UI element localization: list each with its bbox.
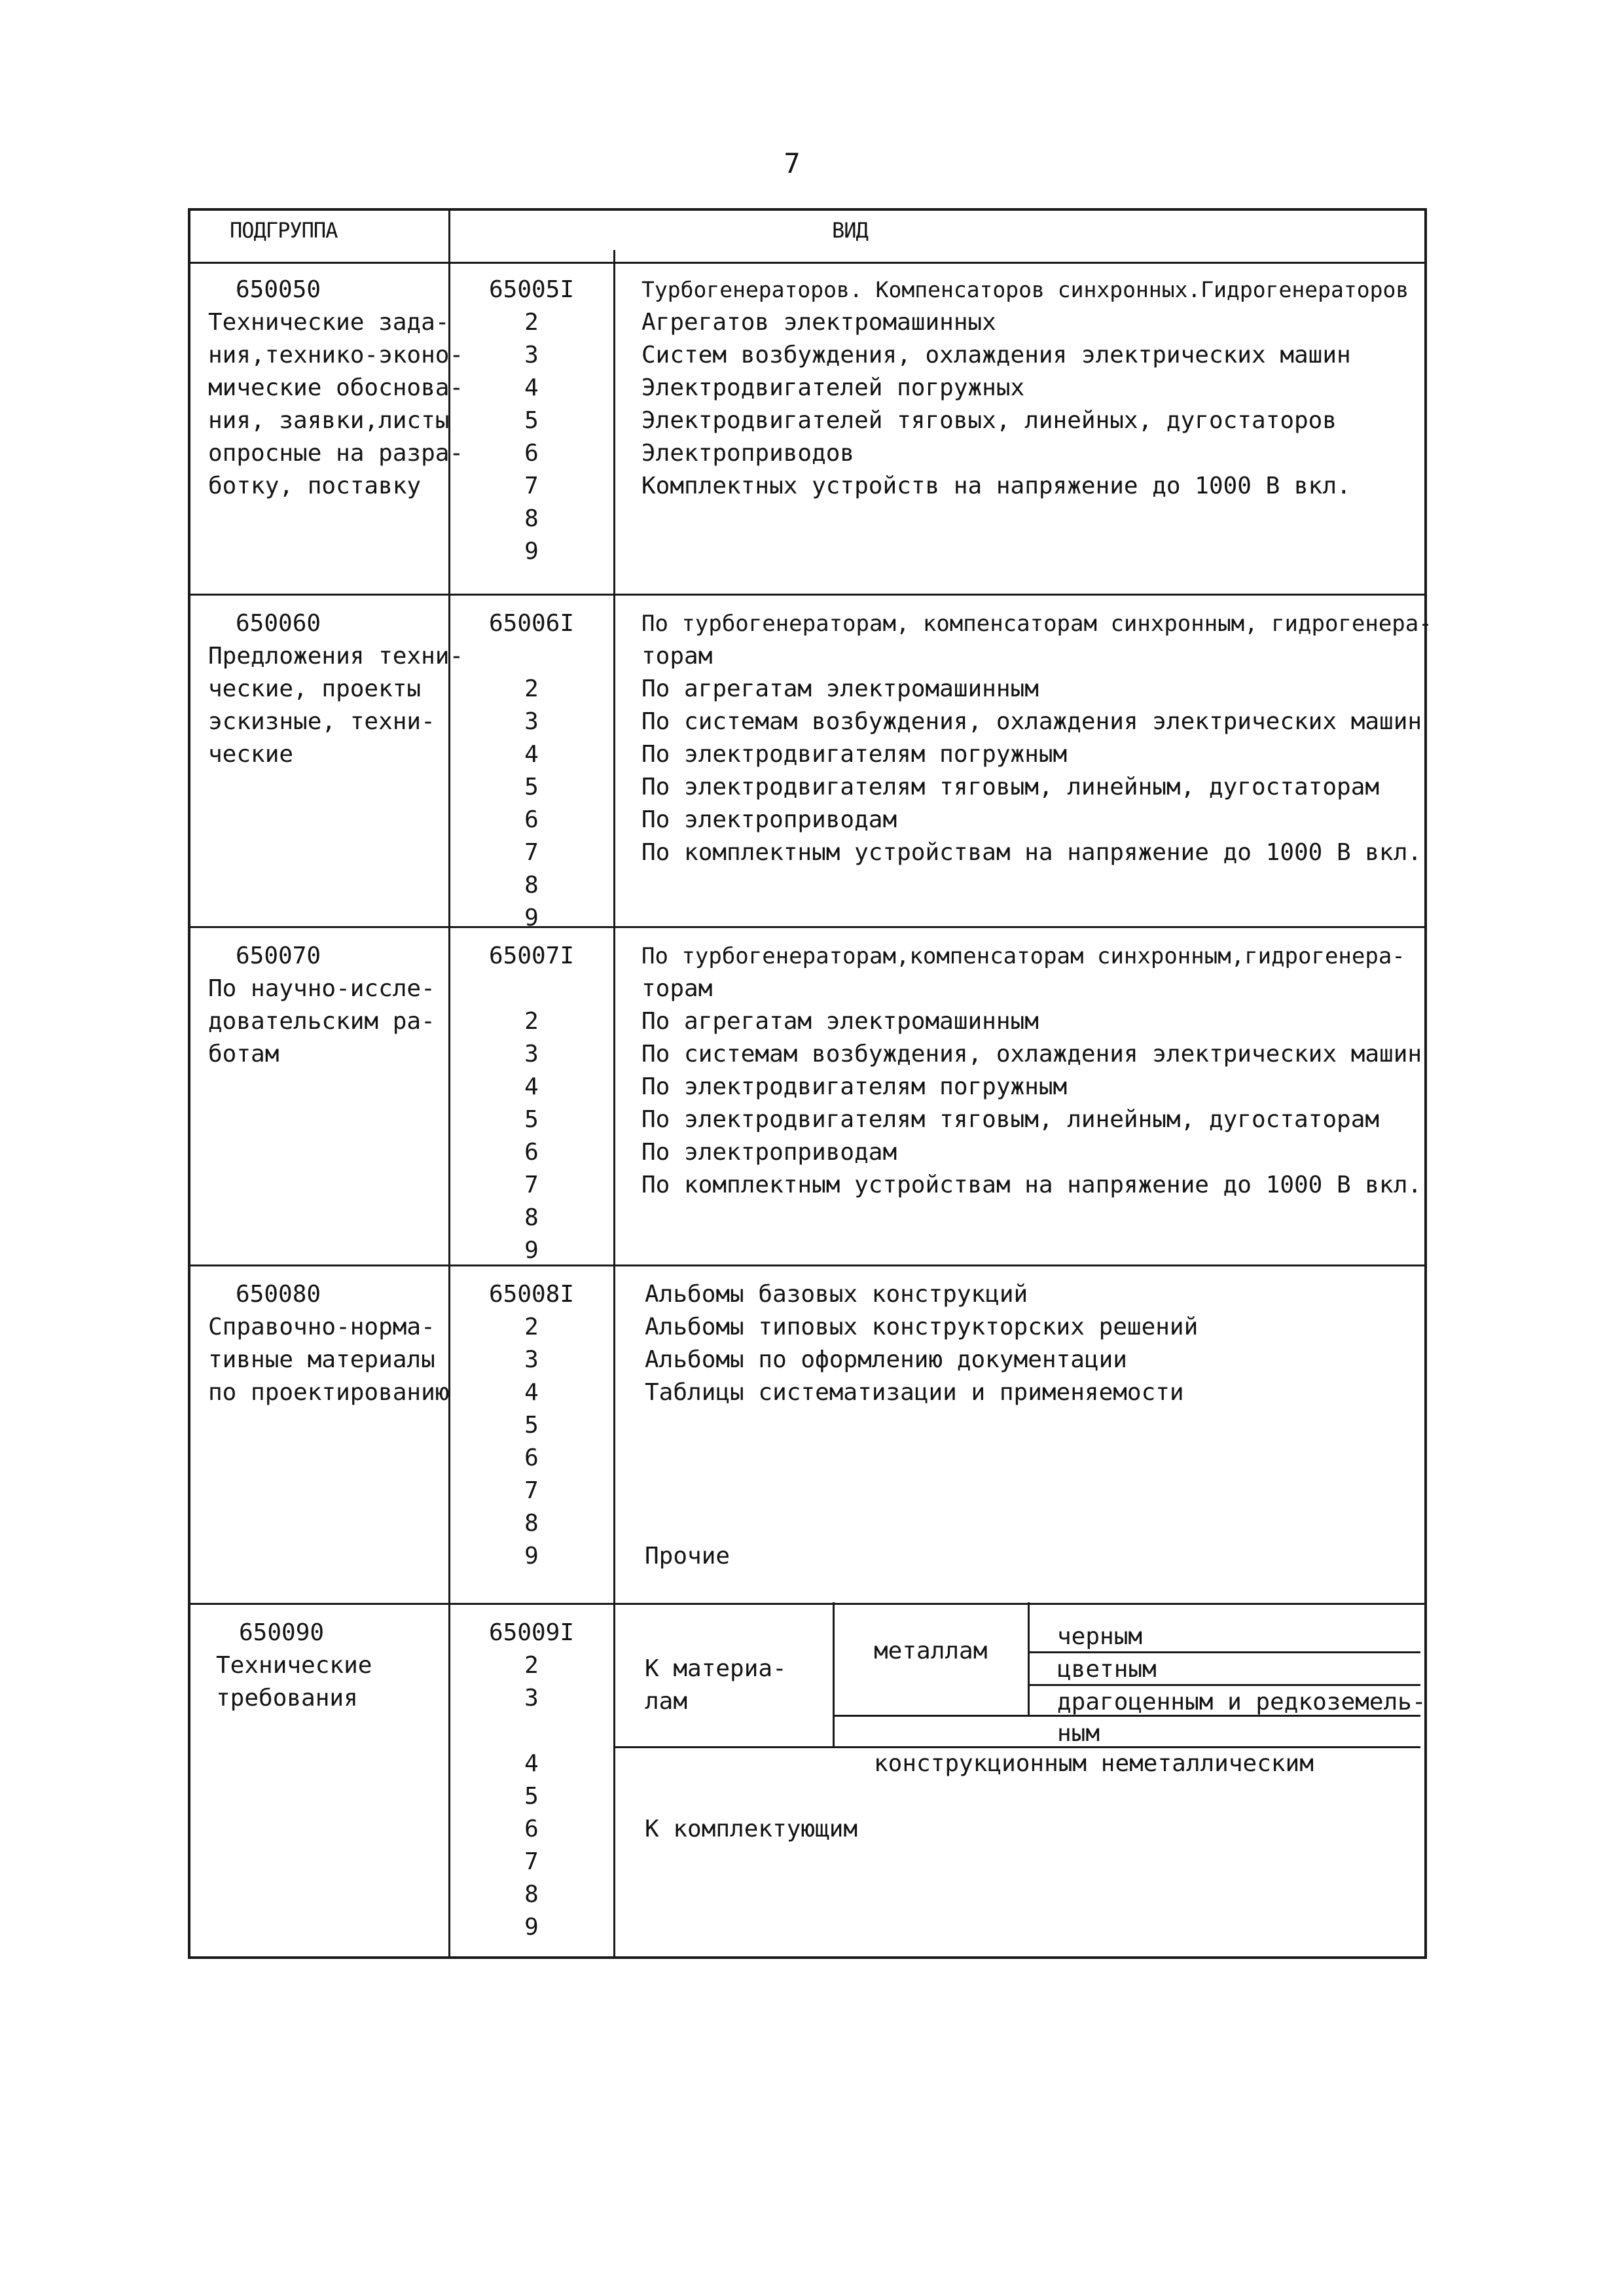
type-code: 8 — [524, 1510, 539, 1537]
header-subgroup: ПОДГРУППА — [230, 218, 338, 243]
type-code: 6 — [524, 440, 539, 467]
type-item: По электродвигателям тяговым, линейным, дугостаторам — [641, 774, 1380, 800]
type-item: По электроприводам — [641, 806, 897, 833]
type-code: 3 — [524, 708, 539, 735]
type-code: 9 — [524, 1237, 539, 1264]
type-code: 5 — [524, 774, 539, 800]
type-code: 7 — [524, 1172, 539, 1198]
type-code: 2 — [524, 1008, 539, 1035]
subgroup-desc: ботам — [208, 1041, 280, 1067]
subgroup-desc: ния, заявки,листы — [208, 407, 450, 434]
type-item: По турбогенераторам, компенсаторам синхронным, гидрогенера- — [641, 611, 1432, 637]
type-item: По турбогенераторам,компенсаторам синхронным,гидрогенера- — [641, 943, 1405, 969]
type-code: 5 — [524, 1412, 539, 1439]
type-code — [453, 1715, 610, 1748]
row-divider — [190, 594, 1424, 596]
type-code: 2 — [524, 675, 539, 702]
type-code: 2 — [524, 1314, 539, 1340]
subgroup-desc: по проектированию — [208, 1379, 450, 1406]
type-code: 4 — [524, 1750, 539, 1777]
type-code: 9 — [524, 1543, 539, 1570]
type-code: 4 — [524, 374, 539, 401]
row-divider — [190, 1265, 1424, 1266]
type-code: 9 — [524, 905, 539, 931]
type-code: 5 — [524, 1106, 539, 1133]
subgroup-desc: ния,технико-эконо- — [208, 342, 464, 368]
header-divider — [190, 262, 1424, 264]
subgroup-code: 650050 — [236, 276, 321, 303]
type-codes — [453, 1617, 610, 1944]
row-divider — [190, 1603, 1424, 1605]
type-item: По электродвигателям погружным — [641, 741, 1068, 768]
type-code: 8 — [524, 872, 539, 899]
type-code: 3 — [524, 1346, 539, 1373]
subgroup-code: 650080 — [236, 1281, 321, 1308]
subgroup-desc: Справочно-норма- — [208, 1314, 435, 1340]
metal-ferrous: черным — [1057, 1623, 1143, 1650]
type-item: Таблицы систематизации и применяемости — [645, 1379, 1184, 1406]
type-code: 6 — [524, 1816, 539, 1842]
type-code: 7 — [524, 839, 539, 866]
type-codes — [453, 940, 610, 1267]
type-item: По агрегатам электромашинным — [641, 675, 1039, 702]
type-codes — [453, 1278, 610, 1573]
subgroup-desc: Технические — [216, 1652, 372, 1679]
type-item: По системам возбуждения, охлаждения электрических машин — [641, 1041, 1422, 1067]
type-code: 7 — [524, 1477, 539, 1504]
subgroup-desc: требования — [216, 1685, 358, 1712]
type-code: 9 — [524, 538, 539, 565]
materials-label: лам — [645, 1688, 688, 1715]
row-divider — [190, 926, 1424, 928]
type-item: Электроприводов — [641, 440, 855, 467]
subgroup-desc: довательским ра- — [208, 1008, 435, 1035]
subgroup-code: 650090 — [239, 1619, 325, 1646]
type-code: 65006I — [488, 610, 575, 637]
type-code: 3 — [524, 1685, 539, 1712]
type-item: торам — [641, 643, 713, 670]
type-code: 6 — [524, 1444, 539, 1471]
type-code: 4 — [524, 741, 539, 768]
type-code: 6 — [524, 806, 539, 833]
components-label: К комплектующим — [645, 1816, 858, 1842]
metals-divider — [1028, 1602, 1030, 1715]
page-number: 7 — [784, 147, 801, 179]
nonmetal-label: конструкционным неметаллическим — [874, 1750, 1314, 1777]
subgroup-desc: ческие — [208, 741, 294, 768]
type-code: 4 — [524, 1379, 539, 1406]
type-code: 65009I — [488, 1619, 575, 1646]
type-item: Альбомы типовых конструкторских решений — [645, 1314, 1199, 1340]
subgroup-desc: Предложения техни- — [208, 643, 464, 670]
metal-precious: ным — [1057, 1720, 1100, 1747]
type-item: По электродвигателям тяговым, линейным, дугостаторам — [641, 1106, 1380, 1133]
type-item: Систем возбуждения, охлаждения электрических машин — [641, 342, 1351, 368]
subgroup-desc: опросные на разра- — [208, 440, 464, 467]
type-item: Комплектных устройств на напряжение до 1000 В вкл. — [641, 473, 1351, 499]
type-codes — [453, 607, 610, 935]
type-item: Альбомы по оформлению документации — [645, 1346, 1127, 1373]
type-code — [453, 640, 610, 673]
type-item: По агрегатам электромашинным — [641, 1008, 1039, 1035]
type-code: 5 — [524, 407, 539, 434]
subgroup-code: 650060 — [236, 610, 321, 637]
column-divider — [448, 211, 450, 1956]
type-code: 65007I — [488, 942, 575, 969]
materials-label: К материа- — [645, 1655, 787, 1682]
type-item: По системам возбуждения, охлаждения электрических машин — [641, 708, 1422, 735]
type-item: По комплектным устройствам на напряжение до 1000 В вкл. — [641, 839, 1422, 866]
type-item: По комплектным устройствам на напряжение до 1000 В вкл. — [641, 1172, 1422, 1198]
type-code: 7 — [524, 1848, 539, 1875]
subgroup-desc: Технические зада- — [208, 309, 450, 336]
metal-nonferrous: цветным — [1057, 1656, 1157, 1683]
materials-divider — [833, 1602, 835, 1746]
subgroup-desc: тивные материалы — [208, 1346, 435, 1373]
subgroup-code: 650070 — [236, 942, 321, 969]
subgroup-desc: эскизные, техни- — [208, 708, 435, 735]
type-code: 5 — [524, 1783, 539, 1810]
type-item: Агрегатов электромашинных — [641, 309, 996, 336]
type-codes — [453, 274, 610, 568]
type-code: 7 — [524, 473, 539, 499]
type-code: 2 — [524, 1652, 539, 1679]
type-item: Альбомы базовых конструкций — [645, 1281, 1028, 1308]
type-item: Электродвигателей погружных — [641, 374, 1025, 401]
subgroup-desc: ботку, поставку — [208, 473, 422, 499]
subgroup-desc: По научно-иссле- — [208, 975, 435, 1002]
metal-precious: драгоценным и редкоземель- — [1057, 1689, 1426, 1715]
type-code: 2 — [524, 309, 539, 336]
column-divider — [613, 250, 615, 1956]
type-code: 6 — [524, 1139, 539, 1166]
type-item: торам — [641, 975, 713, 1002]
type-code: 9 — [524, 1914, 539, 1941]
type-code: 65005I — [488, 276, 575, 303]
type-code: 65008I — [488, 1281, 575, 1308]
type-code: 8 — [524, 505, 539, 532]
header-type: ВИД — [832, 218, 868, 243]
type-item-other: Прочие — [645, 1543, 731, 1570]
type-item: По электродвигателям погружным — [641, 1073, 1068, 1100]
subgroup-desc: мические обоснова- — [208, 374, 464, 401]
type-code: 4 — [524, 1073, 539, 1100]
type-item: Электродвигателей тяговых, линейных, дугостаторов — [641, 407, 1337, 434]
type-code: 3 — [524, 1041, 539, 1067]
metals-label: металлам — [874, 1638, 988, 1664]
type-code: 8 — [524, 1204, 539, 1231]
type-code: 8 — [524, 1881, 539, 1908]
type-code — [453, 973, 610, 1005]
type-item: По электроприводам — [641, 1139, 897, 1166]
type-code: 3 — [524, 342, 539, 368]
subgroup-desc: ческие, проекты — [208, 675, 422, 702]
type-item: Турбогенераторов. Компенсаторов синхронных.Гидрогенераторов — [641, 277, 1409, 302]
